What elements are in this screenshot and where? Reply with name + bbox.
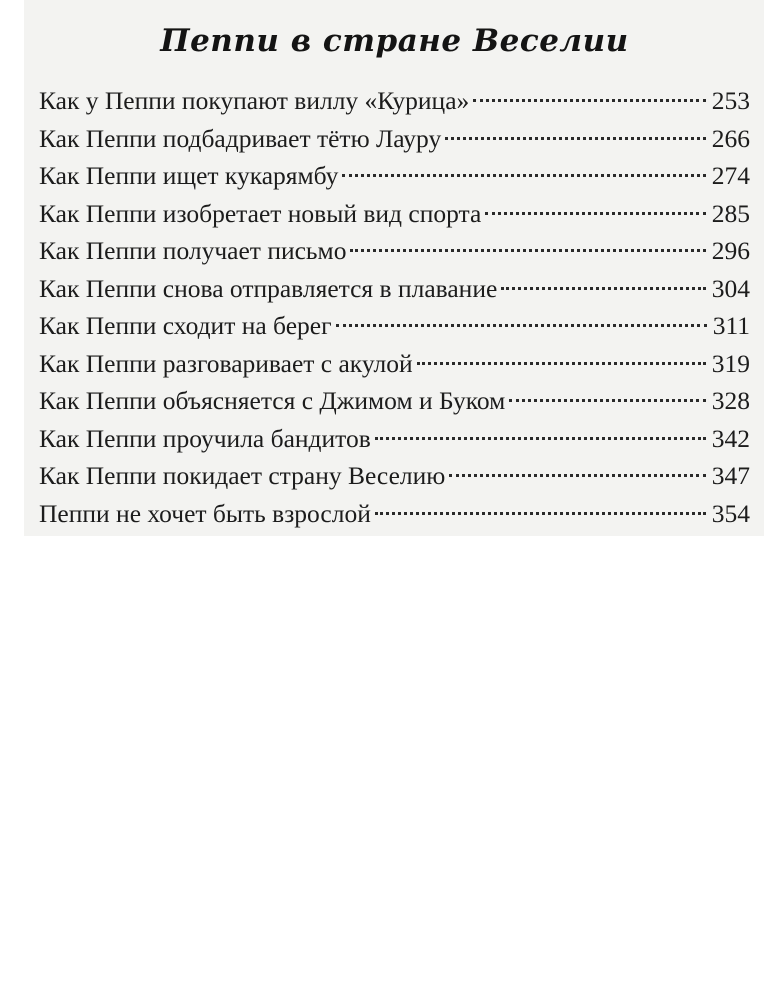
entry-page-number: 311 [712,311,750,340]
dot-leader [501,287,705,290]
entry-title: Как Пеппи изобретает новый вид спорта [39,198,482,228]
entry-title: Как Пеппи сходит на берег [39,311,332,340]
entry-page-number: 328 [711,386,750,415]
dot-leader [375,437,706,440]
entry-title: Как Пеппи ищет кукарямбу [39,161,339,190]
toc-entry [39,457,750,495]
entry-page-number: 304 [711,273,750,303]
toc-entry [39,345,750,383]
entry-page-number: 347 [711,461,750,490]
toc-list [39,82,750,532]
entry-page-number: 253 [711,86,750,115]
entry-title: Как Пеппи разговаривает с акулой [39,348,413,378]
dot-leader [509,399,706,402]
entry-page-number: 342 [711,423,750,453]
toc-entry [39,382,750,420]
entry-page-number: 285 [711,198,750,228]
dot-leader [473,99,705,102]
toc-entry [39,157,750,195]
entry-page-number: 319 [711,348,750,378]
entry-title: Как Пеппи проучила бандитов [39,423,371,453]
toc-entry [39,195,750,233]
toc-entry [39,232,750,270]
toc-entry [39,420,750,458]
dot-leader [350,249,705,252]
toc-entry [39,120,750,158]
toc-entry [39,495,750,533]
toc-entry [39,307,750,345]
toc-page [24,0,764,536]
section-title: Пеппи в стране Веселии [160,23,629,59]
entry-title: Пеппи не хочет быть взрослой [39,498,371,528]
dot-leader [417,362,706,365]
dot-leader [336,324,707,327]
entry-title: Как Пеппи покидает страну Веселию [39,461,446,490]
entry-title: Как Пеппи подбадривает тётю Лауру [39,123,442,153]
entry-title: Как у Пеппи покупают виллу «Курица» [39,86,470,115]
dot-leader [342,174,705,177]
dot-leader [449,474,705,477]
dot-leader [445,137,706,140]
dot-leader [485,212,705,215]
entry-page-number: 274 [711,161,750,190]
entry-page-number: 296 [711,236,750,265]
entry-page-number: 354 [711,498,750,528]
dot-leader [375,512,706,515]
entry-title: Как Пеппи получает письмо [39,236,347,265]
toc-entry [39,82,750,120]
entry-title: Как Пеппи снова отправляется в плавание [39,273,498,303]
toc-entry [39,270,750,308]
entry-page-number: 266 [711,123,750,153]
entry-title: Как Пеппи объясняется с Джимом и Буком [39,386,506,415]
